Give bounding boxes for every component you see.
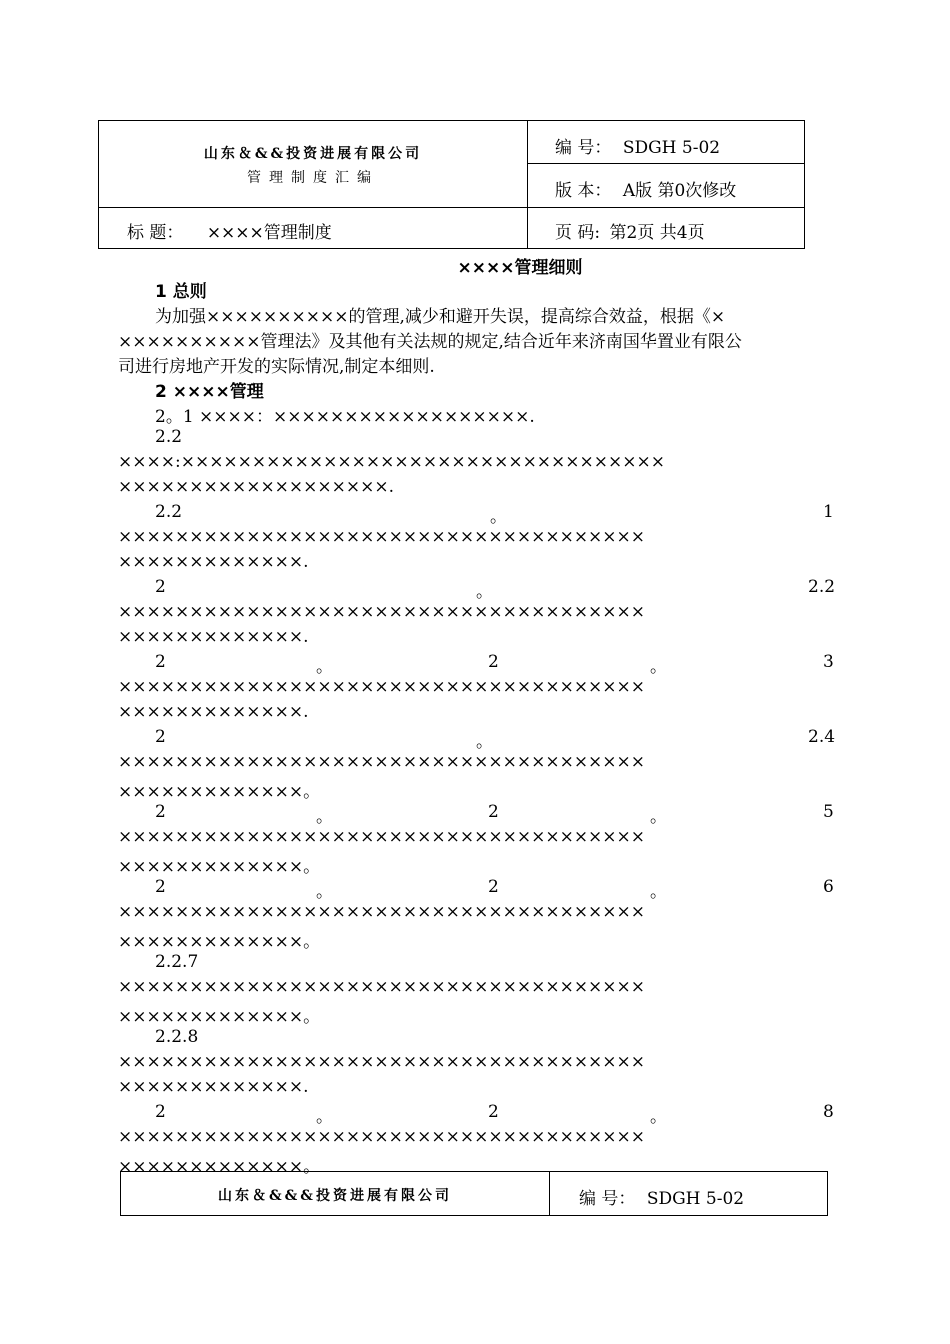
footer-number-cell bbox=[550, 1172, 827, 1215]
row9-num-a: 2 bbox=[155, 1102, 166, 1122]
company-name: 山东＆&&投资进展有限公司 bbox=[203, 146, 423, 162]
row6-num-d: 。 bbox=[650, 882, 667, 902]
section-1-para-line-1: 为加强××××××××××的管理,减少和避开失误，提高综合效益，根据《× bbox=[155, 307, 726, 327]
row6-num-c: 2 bbox=[488, 877, 499, 897]
row2-line-2: ×××××××××××××. bbox=[118, 627, 309, 647]
row7-line-1: ××××××××××××××××××××××××××××××××××××× bbox=[118, 977, 646, 997]
row8-line-1: ××××××××××××××××××××××××××××××××××××× bbox=[118, 1052, 646, 1072]
row3-num-c: 2 bbox=[488, 652, 499, 672]
header-number-cell bbox=[528, 121, 804, 164]
row2-num-b: 。 bbox=[476, 582, 493, 602]
number-value: SDGH 5-02 bbox=[622, 138, 721, 158]
row7-number: 2.2.7 bbox=[155, 952, 199, 972]
row4-num-b: 。 bbox=[476, 732, 493, 752]
row9-num-c: 2 bbox=[488, 1102, 499, 1122]
section-1-para-line-3: 司进行房地产开发的实际情况,制定本细则. bbox=[118, 357, 435, 377]
document-title: ××××管理细则 bbox=[457, 258, 583, 278]
row9-line-2: ×××××××××××××。 bbox=[118, 1157, 321, 1177]
row4-num-a: 2 bbox=[155, 727, 166, 747]
row4-line-2: ×××××××××××××。 bbox=[118, 782, 321, 802]
row6-num-b: 。 bbox=[316, 882, 333, 902]
header-company-cell bbox=[99, 121, 528, 208]
footer-company-name: 山东＆&&&投资进展有限公司 bbox=[218, 1188, 452, 1204]
header-page-cell bbox=[528, 208, 804, 248]
row5-num-e: 5 bbox=[823, 802, 834, 822]
row5-num-d: 。 bbox=[650, 807, 667, 827]
section-1-para-line-2: ××××××××××管理法》及其他有关法规的规定,结合近年来济南国华置业有限公 bbox=[118, 332, 742, 352]
header-table bbox=[98, 120, 805, 249]
footer-company-cell bbox=[121, 1172, 550, 1215]
row5-line-1: ××××××××××××××××××××××××××××××××××××× bbox=[118, 827, 646, 847]
row9-num-e: 8 bbox=[823, 1102, 834, 1122]
item-2-2-line-2: ×××××××××××××××××××. bbox=[118, 477, 395, 497]
row6-line-2: ×××××××××××××。 bbox=[118, 932, 321, 952]
row1-line-1: ××××××××××××××××××××××××××××××××××××× bbox=[118, 527, 646, 547]
row2-num-c: 2.2 bbox=[808, 577, 836, 597]
section-1-heading: 1 总则 bbox=[155, 282, 207, 302]
row5-num-c: 2 bbox=[488, 802, 499, 822]
row9-num-b: 。 bbox=[316, 1107, 333, 1127]
row4-num-c: 2.4 bbox=[808, 727, 836, 747]
footer-number-value: SDGH 5-02 bbox=[646, 1189, 745, 1209]
item-2-1: 2。1 ××××：××××××××××××××××××. bbox=[155, 407, 535, 427]
row8-number: 2.2.8 bbox=[155, 1027, 199, 1047]
row7-line-2: ×××××××××××××。 bbox=[118, 1007, 321, 1027]
header-title-cell bbox=[99, 208, 528, 248]
row3-num-b: 。 bbox=[316, 657, 333, 677]
page-value: 第2页 共4页 bbox=[609, 223, 705, 243]
row3-num-d: 。 bbox=[650, 657, 667, 677]
version-label: 版 本： bbox=[555, 181, 612, 201]
row6-num-a: 2 bbox=[155, 877, 166, 897]
header-version-cell bbox=[528, 164, 804, 208]
row6-num-e: 6 bbox=[823, 877, 834, 897]
row6-line-1: ××××××××××××××××××××××××××××××××××××× bbox=[118, 902, 646, 922]
row1-num-c: 1 bbox=[823, 502, 834, 522]
row5-line-2: ×××××××××××××。 bbox=[118, 857, 321, 877]
footer-table bbox=[120, 1171, 828, 1216]
row3-num-e: 3 bbox=[823, 652, 834, 672]
row8-line-2: ×××××××××××××. bbox=[118, 1077, 309, 1097]
row1-num-b: 。 bbox=[490, 507, 507, 527]
row9-num-d: 。 bbox=[650, 1107, 667, 1127]
row5-num-a: 2 bbox=[155, 802, 166, 822]
row3-line-2: ×××××××××××××. bbox=[118, 702, 309, 722]
header-subtitle: 管理制度汇编 bbox=[247, 170, 379, 186]
page-label: 页 码: bbox=[555, 223, 601, 243]
row1-num-a: 2.2 bbox=[155, 502, 183, 522]
row3-num-a: 2 bbox=[155, 652, 166, 672]
number-label: 编 号： bbox=[555, 138, 612, 158]
footer-number-label: 编 号： bbox=[579, 1189, 636, 1209]
row3-line-1: ××××××××××××××××××××××××××××××××××××× bbox=[118, 677, 646, 697]
row9-line-1: ××××××××××××××××××××××××××××××××××××× bbox=[118, 1127, 646, 1147]
title-label: 标 题： bbox=[127, 223, 184, 243]
row2-num-a: 2 bbox=[155, 577, 166, 597]
row4-line-1: ××××××××××××××××××××××××××××××××××××× bbox=[118, 752, 646, 772]
row2-line-1: ××××××××××××××××××××××××××××××××××××× bbox=[118, 602, 646, 622]
title-value: ××××管理制度 bbox=[206, 223, 332, 243]
row1-line-2: ×××××××××××××. bbox=[118, 552, 309, 572]
version-value: A版 第0次修改 bbox=[622, 181, 737, 201]
item-2-2-line-1: ××××:×××××××××××××××××××××××××××××××××× bbox=[118, 452, 666, 472]
row5-num-b: 。 bbox=[316, 807, 333, 827]
section-2-heading: 2 ××××管理 bbox=[155, 382, 264, 402]
item-2-2-number: 2.2 bbox=[155, 427, 183, 447]
